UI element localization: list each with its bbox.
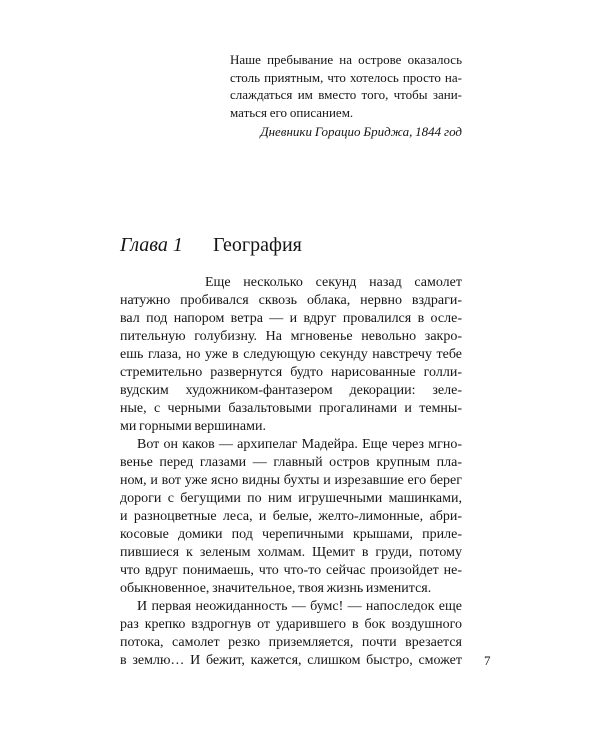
body-line: ешь глаза, но уже в следующую секунду навстречу тебе: [120, 347, 462, 362]
epigraph-line: слаждаться им вместо того, чтобы зани-: [230, 87, 462, 102]
body-line: потока, самолет резко приземляется, почти врезается: [120, 635, 462, 650]
body-line: натужно пробивался сквозь облака, нервно вздраги-: [120, 293, 462, 308]
chapter-label: Глава 1: [120, 234, 183, 256]
epigraph-attribution: Дневники Горацио Бриджа, 1844 год: [260, 124, 462, 139]
epigraph-line: столь приятным, что хотелось просто на-: [230, 69, 462, 85]
page-number: 7: [484, 653, 491, 668]
body-line: обыкновенное, значительное, твоя жизнь изменится.: [120, 581, 432, 596]
body-line: стремительно развернутся будто нарисованные голли-: [120, 365, 462, 380]
paragraph: [120, 274, 462, 436]
epigraph-line: маться его описанием.: [230, 104, 354, 120]
body-line: что вдруг понимаешь, что что-то сейчас произойдет не-: [120, 563, 462, 578]
paragraph: [120, 598, 462, 670]
epigraph-line: Наше пребывание на острове оказалось: [230, 52, 462, 67]
body-line: и разноцветные леса, и белые, желто-лимонные, абри-: [120, 509, 462, 524]
chapter-heading: [120, 233, 462, 257]
body-line: пительную голубизну. На мгновенье невольно закро-: [120, 329, 462, 344]
body-line: дороги с бегущими по ним игрушечными машинками,: [120, 491, 462, 506]
body-line: Вот он каков — архипелаг Мадейра. Еще через мгно-: [137, 437, 462, 452]
body-line: раз крепко вздрогнув от ударившего в бок воздушного: [120, 617, 462, 632]
body-line: в землю… И бежит, кажется, слишком быстро, сможет: [120, 653, 462, 668]
body-line: косовые домики под черепичными крышами, приле-: [120, 527, 462, 542]
chapter-title: География: [213, 234, 302, 256]
body-line: ми горными вершинами.: [120, 419, 266, 434]
body-line: вудским художником-фантазером декорации: зеле-: [120, 383, 462, 398]
body-line: вал под напором ветра — и вдруг провалился в осле-: [120, 311, 462, 326]
paragraph: [120, 436, 462, 598]
body-line: ном, и вот уже ясно видны бухты и изрезавшие его берег: [120, 473, 462, 488]
body-text: [120, 274, 462, 670]
body-line: венье перед глазами — главный остров крупным пла-: [120, 455, 462, 470]
body-line: И первая неожиданность — бумс! — напоследок еще: [137, 599, 462, 614]
body-line: пившиеся к зеленым холмам. Щемит в груди, потому: [120, 545, 462, 560]
epigraph: [230, 51, 462, 141]
body-line: ные, с черными базальтовыми прогалинами и темны-: [120, 401, 462, 416]
body-line: Еще несколько секунд назад самолет: [205, 275, 462, 290]
